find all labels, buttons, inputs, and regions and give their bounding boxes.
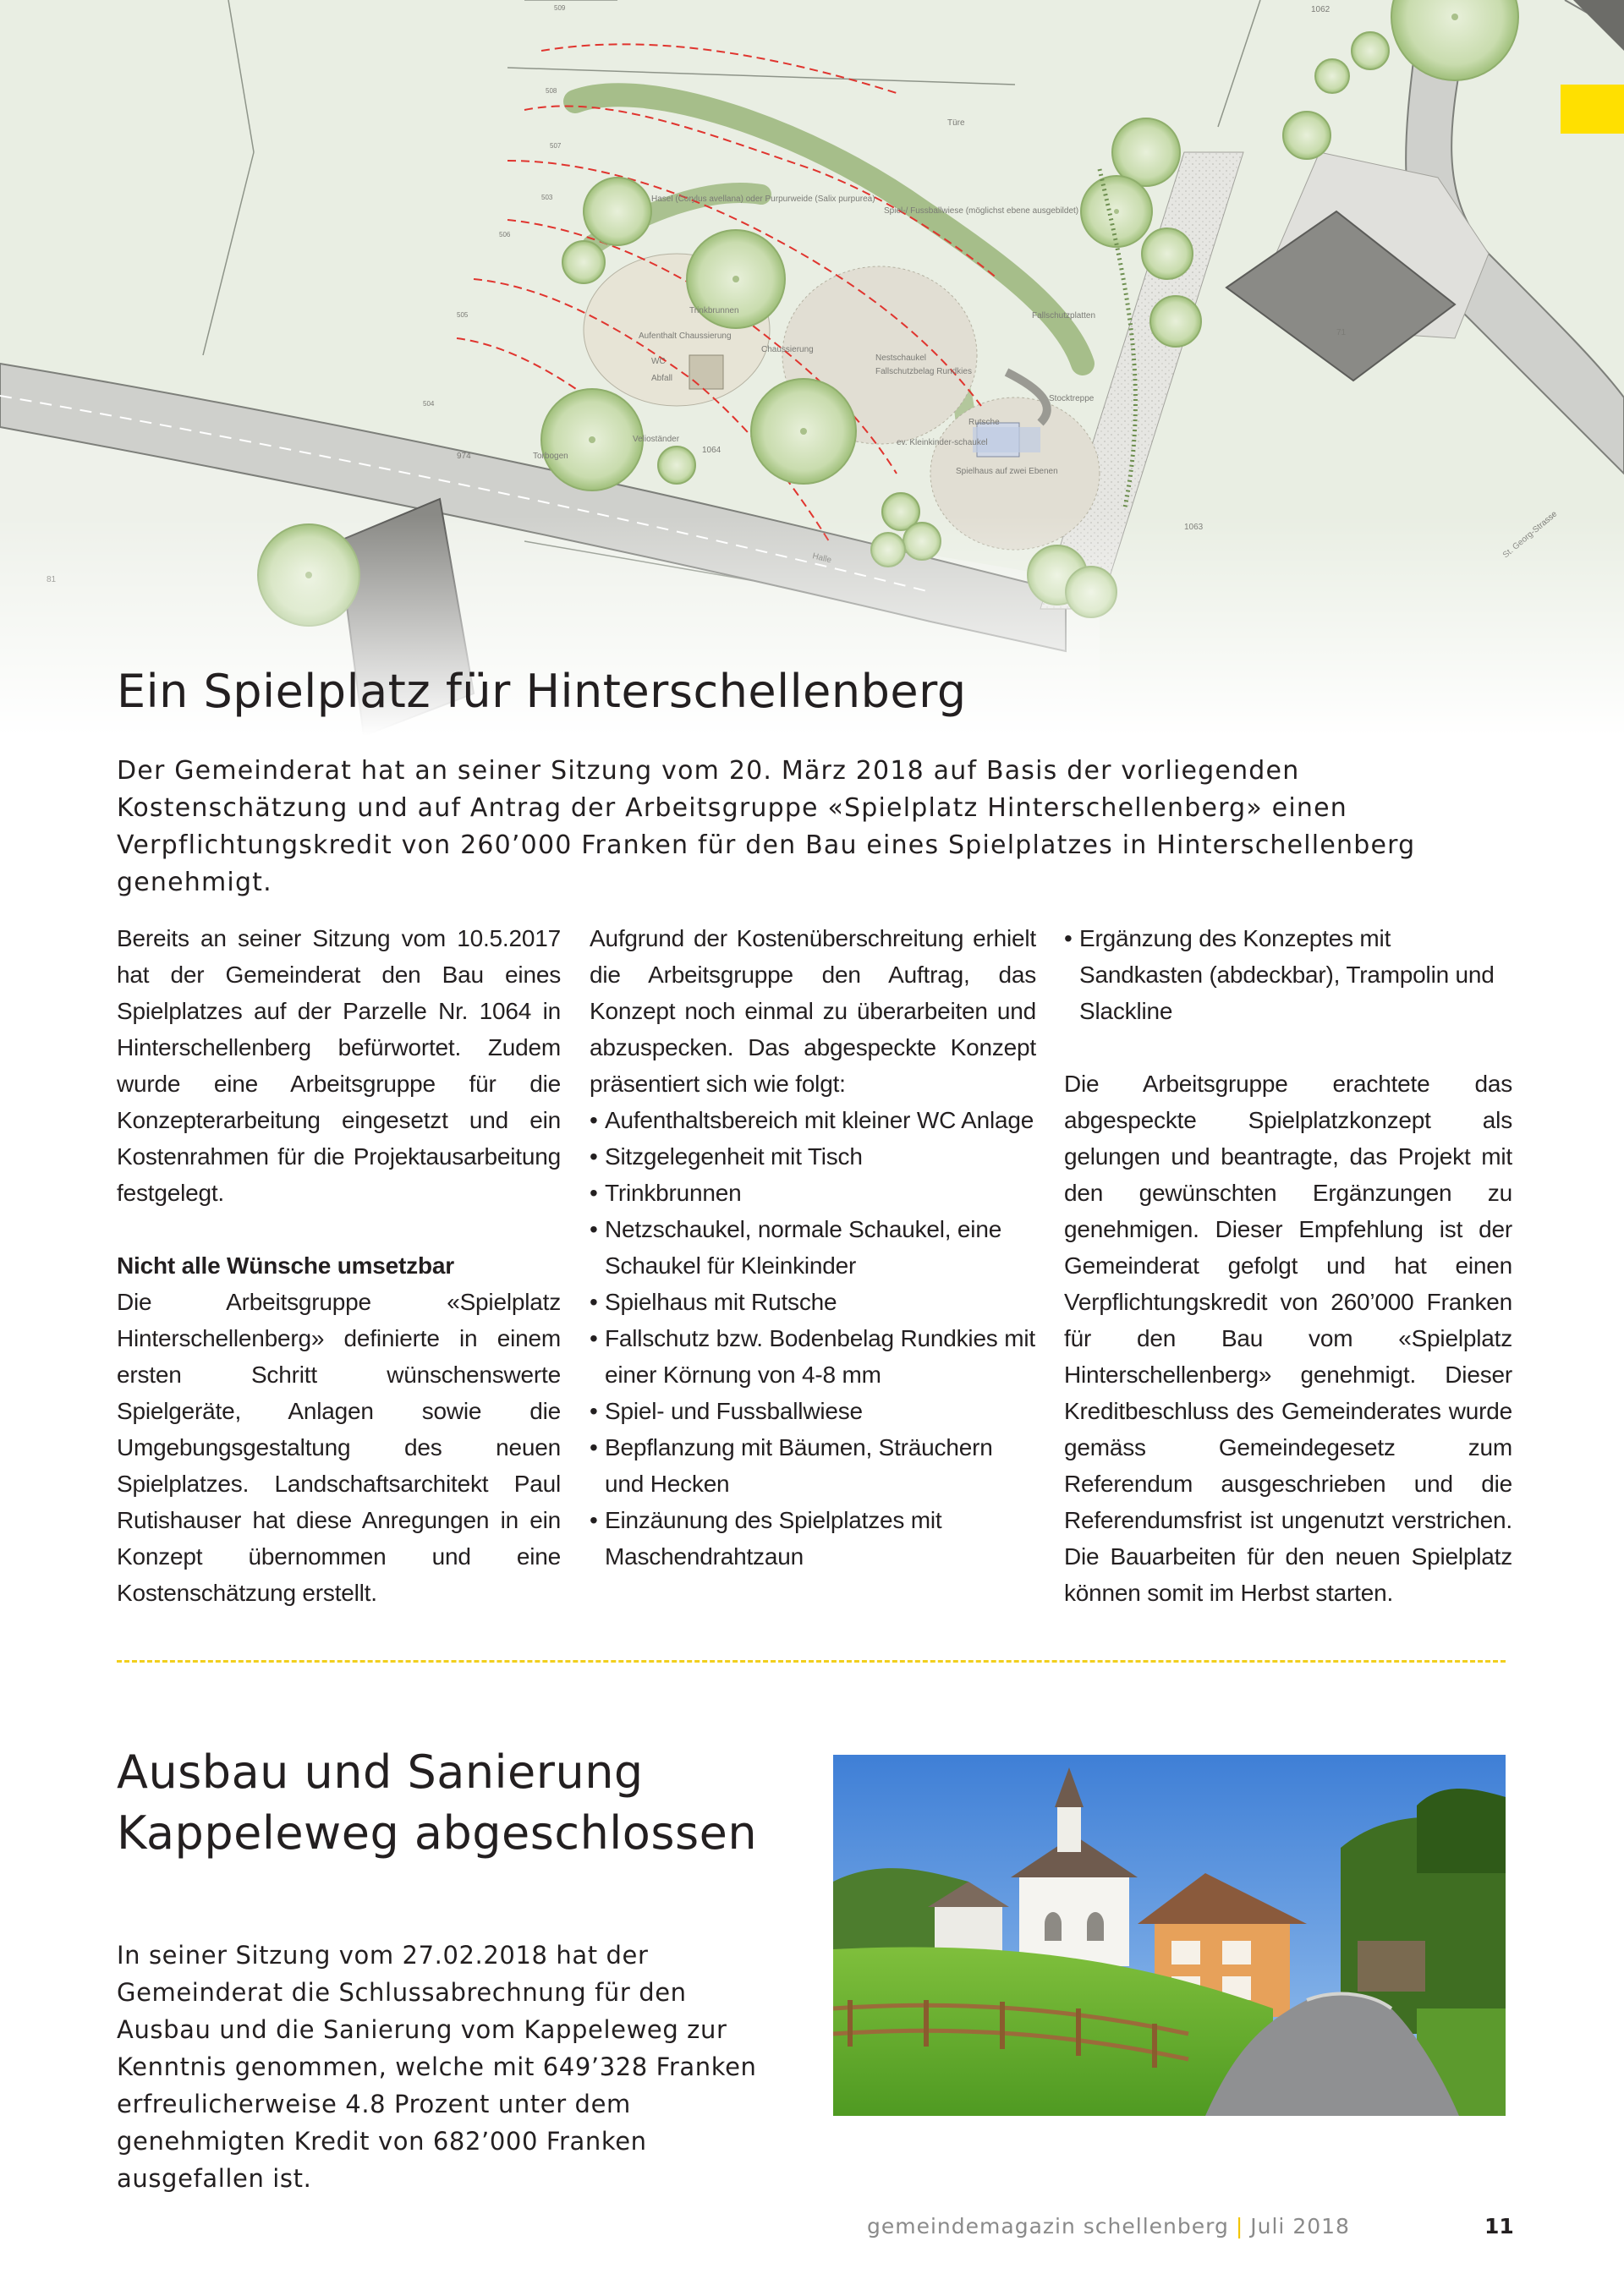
list-item: • Trinkbrunnen <box>590 1175 1036 1211</box>
list-item: • Spiel- und Fussballwiese <box>590 1393 1036 1429</box>
list-item: • Bepflanzung mit Bäumen, Sträuchern und Hecken <box>590 1429 1036 1502</box>
section-divider <box>117 1660 1506 1663</box>
column-2 <box>590 920 1036 1575</box>
list-item: • Aufenthaltsbereich mit kleiner WC Anlage <box>590 1102 1036 1138</box>
col1-paragraph-1: Bereits an seiner Sitzung vom 10.5.2017 hat der Gemeinderat den Bau eines Spielplatzes auf der Parzelle Nr. 1064 in Hinterschellenberg befürwortet. Zudem wurde eine Arbeitsgruppe für die Konzepterarbeitung eingesetzt und ein Kostenrahmen für die Projektausarbeitung festgelegt. <box>117 925 561 1206</box>
list-item: • Ergänzung des Konzeptes mit Sandkasten (abdeckbar), Trampolin und Slackline <box>1064 920 1512 1029</box>
kappeleweg-photo <box>833 1755 1506 2116</box>
list-item: • Sitzgelegenheit mit Tisch <box>590 1138 1036 1175</box>
footer-separator: | <box>1235 2214 1244 2238</box>
list-item: • Fallschutz bzw. Bodenbelag Rundkies mit einer Körnung von 4-8 mm <box>590 1320 1036 1393</box>
article2-title-line2: Kappeleweg abgeschlossen <box>117 1806 758 1860</box>
concept-list <box>590 1102 1036 1575</box>
col2-intro: Aufgrund der Kostenüberschreitung erhielt die Arbeitsgruppe den Auftrag, das Konzept noch einmal zu überarbeiten und abzuspecken. Das abgespeckte Konzept präsentiert sich wie folgt: <box>590 925 1036 1097</box>
footer-magazine: gemeindemagazin schellenberg <box>867 2214 1229 2238</box>
article2-title-line1: Ausbau und Sanierung <box>117 1745 644 1799</box>
column-3 <box>1064 920 1512 1611</box>
footer-issue: Juli 2018 <box>1250 2214 1350 2238</box>
col1-subheading: Nicht alle Wünsche umsetzbar <box>117 1252 454 1279</box>
article2-title <box>117 1742 757 1864</box>
page-accent-tab <box>1561 85 1624 134</box>
col3-paragraph: Die Arbeitsgruppe erachtete das abgespeckte Spielplatzkonzept als gelungen und beantragte, das Projekt mit den gewünschten Ergänzungen zu genehmigen. Dieser Empfehlung ist der Gemeinderat gefolgt und hat einen Verpflichtungskredit von 260’000 Franken für den Bau vom «Spielplatz Hinterschellenberg» genehmigt. Dieser Kreditbeschluss des Gemeinderates wurde gemäss Gemeindegesetz zum Referendum ausgeschrieben und die Referendumsfrist ist ungenutzt verstrichen. Die Bauarbeiten für den neuen Spielplatz können somit im Herbst starten. <box>1064 1071 1512 1606</box>
column-1 <box>117 920 561 1611</box>
site-plan-image <box>0 0 1624 736</box>
col1-paragraph-2: Die Arbeitsgruppe «Spielplatz Hinterschellenberg» definierte in einem ersten Schritt wünschenswerte Spielgeräte, Anlagen sowie die Umgebungsgestaltung des neuen Spielplatzes. Landschaftsarchitekt Paul Rutishauser hat diese Anregungen in ein Konzept übernommen und eine Kostenschätzung erstellt. <box>117 1289 561 1606</box>
list-item: • Einzäunung des Spielplatzes mit Maschendrahtzaun <box>590 1502 1036 1575</box>
page-number: 11 <box>1484 2214 1514 2238</box>
article2-body: In seiner Sitzung vom 27.02.2018 hat der Gemeinderat die Schlussabrechnung für den Ausbau und die Sanierung vom Kappeleweg zur Kenntnis genommen, welche mit 649’328 Franken erfreulicherweise 4.8 Prozent unter dem genehmigten Kredit von 682’000 Franken ausgefallen ist. <box>117 1941 757 2193</box>
list-item: • Spielhaus mit Rutsche <box>590 1284 1036 1320</box>
article-lead: Der Gemeinderat hat an seiner Sitzung vom 20. März 2018 auf Basis der vorliegenden Kostenschätzung und auf Antrag der Arbeitsgruppe «Spielplatz Hinterschellenberg» einen Verpflichtungskredit von 260’000 Franken für den Bau eines Spielplatzes in Hinterschellenberg genehmigt. <box>117 756 1416 897</box>
footer-credit <box>867 2214 1350 2238</box>
list-item: • Netzschaukel, normale Schaukel, eine Schaukel für Kleinkinder <box>590 1211 1036 1284</box>
article-title: Ein Spielplatz für Hinterschellenberg <box>117 665 967 718</box>
concept-list-continued <box>1064 920 1512 1029</box>
